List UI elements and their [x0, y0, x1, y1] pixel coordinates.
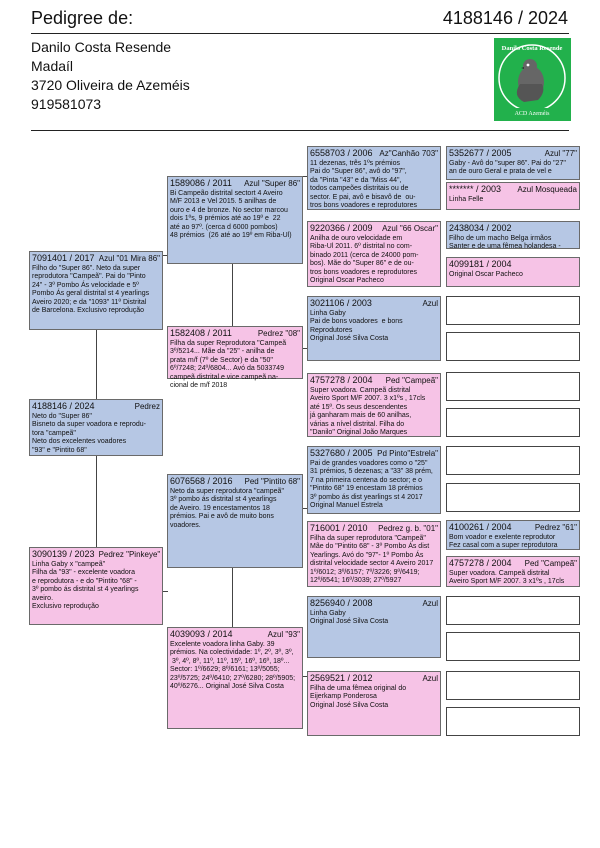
- ring-number: 2438034 / 2002: [449, 223, 512, 233]
- description: Pai de grandes voadores como o "25" 31 prémios, 5 dezenas; a "33" 38 prém, 7 na primeira centena do sector; e o "Pintito 68" 19 encestam 18 prémios 3º pombo ás dist yearlings st 4 2017 Original Manuel Estrela: [310, 460, 433, 510]
- ring-number: 6076568 / 2016: [170, 476, 233, 486]
- description: Filha da super Reprodutora "Campeã 3º/5214... Mãe da "25" - anilha de prata m/f (7º de Sector) e da "50" 6º/7248; 24º/6804... Avó da 5033749 campeã distrital e vice campeã na- cional de m/f 2018: [170, 340, 287, 390]
- description: Filho de um macho Belga irmãos Santer e de uma fêmea holandesa -: [449, 235, 561, 251]
- connector-line: [96, 329, 97, 399]
- bird-color: Pedrez: [134, 402, 160, 411]
- bird-color: Pedrez "08": [257, 329, 300, 338]
- ring-number: 8256940 / 2008: [310, 598, 373, 608]
- sd-dam-card: [307, 373, 441, 437]
- owner-place: Madaíl: [31, 58, 74, 74]
- ring-number: 7091401 / 2017: [32, 253, 95, 263]
- g5-card-1: [446, 146, 580, 180]
- ring-number: 1582408 / 2011: [170, 328, 232, 338]
- ds-sire-card: [307, 446, 441, 514]
- pedigree-title: Pedigree de:: [31, 8, 134, 28]
- ring-number: 4099181 / 2004: [449, 259, 512, 269]
- ring-number: ******* / 2003: [449, 184, 502, 194]
- ring-number: 6558703 / 2006: [310, 148, 373, 158]
- ring-number: 716001 / 2010: [310, 523, 368, 533]
- subject-card: [29, 399, 163, 456]
- g5-card-12: [446, 556, 580, 587]
- dd-sire-card: [307, 596, 441, 658]
- description: Linha Felle: [449, 196, 484, 203]
- ring-number: 1589086 / 2011: [170, 178, 232, 188]
- description: Neto da super reprodutora "campeã" 3º pombo ás distrital st 4 yearlings de Aveiro. 19 encestamentos 18 prémios. Pai e avô de muito bons voadores.: [170, 488, 284, 529]
- bird-color: Azul: [422, 674, 438, 683]
- bird-color: Pd Pinto"Estrela": [377, 449, 438, 458]
- description: Filha da super reprodutora "Campeã" Mãe do "Pintito 68" - 3º Pombo Ás dist Yearlings. Avó do "97"- 1º Pombo Ás distrital velocidade sector 4 Aveiro 2017 1º/6012; 3º/6157; 7º/3226; 9º/6419; 12º/6541; 16º/3039; 27º/5927: [310, 535, 434, 585]
- ring-number: 9220366 / 2009: [310, 223, 373, 233]
- ring-number: 2569521 / 2012: [310, 673, 373, 683]
- description: Super voadora. Campeã distrital Aveiro Sport M/F 2007. 3 x1ºs , 17cls até 15º. Os seus descendentes já ganharam mais de 60 anilhas, várias a nível distrital. Filha do "Danilo" Original João Marques: [310, 387, 426, 437]
- owner-name: Danilo Costa Resende: [31, 39, 172, 55]
- ring-number: 4100261 / 2004: [449, 522, 512, 532]
- description: Super voadora. Campeã distrital Aveiro Sport M/F 2007. 3 x1ºs , 17cls: [449, 570, 565, 586]
- g5-card-16: [446, 707, 580, 736]
- ring-number: 5327680 / 2005: [310, 448, 373, 458]
- g5-card-9: [446, 446, 580, 475]
- bird-color: Pedrez "Pinkeye": [98, 550, 161, 559]
- dd-dam-card: [307, 671, 441, 736]
- g5-card-7: [446, 372, 580, 401]
- description: 11 dezenas, três 1ºs prémios Pai do "Super 86", avô do "97", da "Pinta "43" e da "Miss 44", todos campeões distritais ou de sector. E pai, avô e bisavô de ou- tros bons voadores e reprodutores: [310, 160, 418, 210]
- g5-card-14: [446, 632, 580, 661]
- ds-dam-card: [307, 521, 441, 587]
- bird-color: Pedrez g. b. "01": [378, 524, 438, 533]
- sire-sire-card: [167, 176, 303, 264]
- description: Gaby - Avô do "super 86". Pai do "27" an de ouro Geral e prata de vel e: [449, 160, 566, 176]
- connector-line: [232, 264, 233, 326]
- g5-card-8: [446, 408, 580, 437]
- bird-color: Ped "Pintito 68": [244, 477, 300, 486]
- g5-card-11: [446, 520, 580, 550]
- top-divider: [31, 33, 569, 34]
- sire-dam-card: [167, 326, 303, 390]
- description: Original Oscar Pacheco: [449, 271, 523, 278]
- connector-line: [96, 455, 97, 547]
- bird-color: Azul "01 Mira 86": [98, 254, 160, 263]
- description: Bi Campeão distrital sectort 4 Aveiro M/F 2013 e Vel 2015. 5 anilhas de ouro e 4 de bronze. No sector marcou dois 1ºs, 9 prémios até ao 19º e 22 até ao 97º. (cerca d 6000 pombos) 48 prémios (26 até ao 19º em Riba-Ul): [170, 190, 292, 240]
- bird-color: Azul: [422, 299, 438, 308]
- g5-card-6: [446, 332, 580, 361]
- connector-line: [232, 568, 233, 628]
- sire-card: [29, 251, 163, 330]
- sd-sire-card: [307, 296, 441, 361]
- description: Bom voador e exelente reprodutor Fez casal com a super reprodutora: [449, 534, 558, 550]
- bottom-divider: [31, 130, 569, 131]
- svg-text:ACD Azeméis: ACD Azeméis: [514, 111, 550, 117]
- ring-number: 4039093 / 2014: [170, 629, 233, 639]
- bird-color: Ped "Campeã": [385, 376, 438, 385]
- description: Linha Gaby x "campeã" Filha da "93" - excelente voadora e reprodutora - e do "Pintito "68" - 3º pombo ás distrital st 4 yearlings aveiro. Exclusivo reprodução: [32, 561, 139, 611]
- svg-text:Danilo Costa Resende: Danilo Costa Resende: [501, 45, 563, 52]
- bird-color: Azul Mosqueada: [517, 185, 577, 194]
- ss-sire-card: [307, 146, 441, 210]
- g5-card-3: [446, 221, 580, 249]
- pedigree-ring-number: 4188146 / 2024: [442, 8, 568, 28]
- ring-number: 4757278 / 2004: [449, 558, 512, 568]
- description: Linha Gaby Original José Silva Costa: [310, 610, 389, 626]
- g5-card-15: [446, 671, 580, 700]
- ring-number: 5352677 / 2005: [449, 148, 512, 158]
- ring-number: 3021106 / 2003: [310, 298, 372, 308]
- description: Filha de uma fêmea original do Eijerkamp Ponderosa Original José Silva Costa: [310, 685, 407, 709]
- g5-card-10: [446, 483, 580, 512]
- bird-color: Azul: [422, 599, 438, 608]
- bird-color: Azul "Super 86": [244, 179, 300, 188]
- dam-card: [29, 547, 163, 625]
- g5-card-5: [446, 296, 580, 325]
- description: Excelente voadora linha Gaby. 39 prémios. Na colectividade: 1º, 2º, 3º, 3º, 3º, 4º, 8º, 11º, 11º, 15º, 16º, 16º, 18º... Sector: 1º/6629; 8º/6161; 13º/5055; 23º/5725; 24º/6410; 27º/6280; 28º/5905; 40º/6276... Original José Silva Costa: [170, 641, 296, 691]
- dam-sire-card: [167, 474, 303, 568]
- bird-color: Pedrez "61": [534, 523, 577, 532]
- bird-color: Azul "66 Oscar": [382, 224, 438, 233]
- ring-number: 4188146 / 2024: [32, 401, 95, 411]
- bird-color: Azul "93": [267, 630, 300, 639]
- ss-dam-card: [307, 221, 441, 287]
- g5-card-2: [446, 182, 580, 210]
- description: Linha Gaby Pai de bons voadores e bons Reprodutores Original José Silva Costa: [310, 310, 403, 343]
- ring-number: 4757278 / 2004: [310, 375, 373, 385]
- description: Anilha de ouro velocidade em Riba-Ul 2011. 6º distrital no com- binado 2011 (cerca de 24000 pom- bos). Mãe do "Super 86" e de ou- tros bons voadores e reprodutores Original Oscar Pacheco: [310, 235, 419, 285]
- bird-color: Az"Canhão 703": [379, 149, 438, 158]
- owner-phone: 919581073: [31, 96, 102, 112]
- g5-card-4: [446, 257, 580, 287]
- description: Filho do "Super 86". Neto da super reprodutora "Campeã". Pai do "Pinto 24" - 3º Pombo Ás velocidade e 5º Pombo Ás geral distrital st 4 yearlings Aveiro 2020; e da "1093" 11º Distrital de Barcelona. Exclusivo reprodução: [32, 265, 150, 315]
- dam-dam-card: [167, 627, 303, 729]
- owner-city: 3720 Oliveira de Azeméis: [31, 77, 190, 93]
- description: Neto do "Super 86" Bisneto da super voadora e reprodu- tora "campeã" Neto dos excelentes voadores "93" e "Pintito 68": [32, 413, 147, 454]
- g5-card-13: [446, 596, 580, 625]
- bird-color: Ped "Campeã": [524, 559, 577, 568]
- loft-logo: [494, 38, 571, 121]
- ring-number: 3090139 / 2023: [32, 549, 95, 559]
- bird-color: Azul "77": [544, 149, 577, 158]
